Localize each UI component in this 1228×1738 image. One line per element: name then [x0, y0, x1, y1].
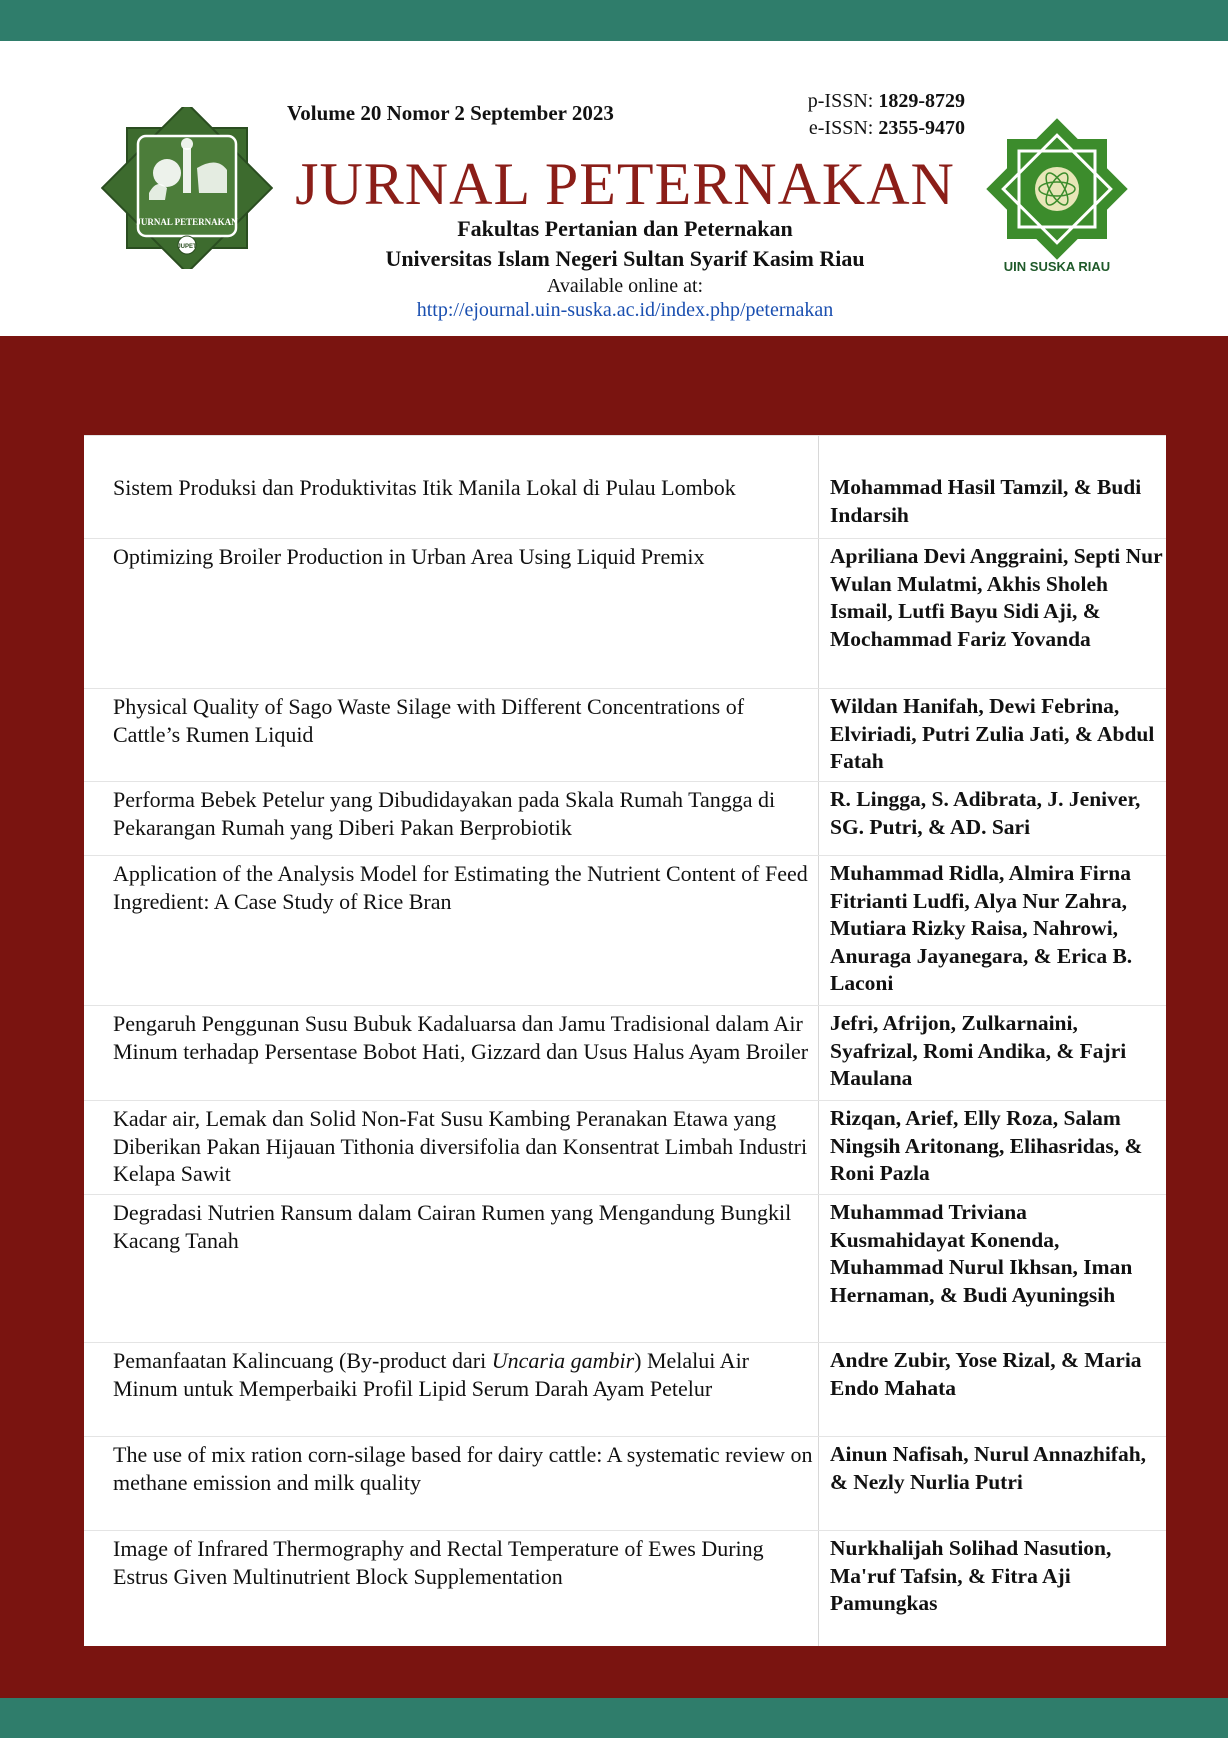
- toc-row: [84, 1005, 1166, 1099]
- available-online-label: Available online at:: [546, 275, 704, 297]
- article-title: Performa Bebek Petelur yang Dibudidayakan pada Skala Rumah Tangga di Pekarangan Rumah yang Diberi Pakan Berprobiotik: [113, 787, 776, 840]
- bottom-color-band: [0, 1698, 1228, 1738]
- article-authors: R. Lingga, S. Adibrata, J. Jeniver, SG. Putri, & AD. Sari: [830, 787, 1141, 839]
- jurnal-peternakan-logo: [101, 107, 273, 269]
- article-title: Pengaruh Penggunan Susu Bubuk Kadaluarsa dan Jamu Tradisional dalam Air Minum terhadap Persentase Bobot Hati, Gizzard dan Usus Halus Ayam Broiler: [113, 1011, 809, 1064]
- p-issn: 1829-8729: [878, 90, 965, 112]
- toc-row: [84, 538, 1166, 689]
- article-title: Physical Quality of Sago Waste Silage with Different Concentrations of Cattle’s Rumen Liquid: [113, 694, 745, 747]
- article-authors: Wildan Hanifah, Dewi Febrina, Elviriadi, Putri Zulia Jati, & Abdul Fatah: [830, 694, 1155, 773]
- uin-suska-riau-logo: [982, 107, 1132, 277]
- issn-block: [783, 88, 965, 142]
- article-title: Application of the Analysis Model for Estimating the Nutrient Content of Feed Ingredient: A Case Study of Rice Bran: [113, 861, 808, 914]
- article-title: [113, 1347, 813, 1402]
- article-title-part: Pemanfaatan Kalincuang (By-product dari: [113, 1348, 492, 1373]
- article-authors: Mohammad Hasil Tamzil, & Budi Indarsih: [830, 475, 1142, 527]
- top-color-band: [0, 0, 1228, 41]
- article-authors: Rizqan, Arief, Elly Roza, Salam Ningsih Aritonang, Elihasridas, & Roni Pazla: [830, 1106, 1143, 1185]
- article-title: Sistem Produksi dan Produktivitas Itik Manila Lokal di Pulau Lombok: [113, 475, 736, 500]
- toc-row: [84, 1530, 1166, 1647]
- right-logo-caption: UIN SUSKA RIAU: [1003, 259, 1111, 274]
- article-authors: Nurkhalijah Solihad Nasution, Ma'ruf Tafsin, & Fitra Aji Pamungkas: [830, 1536, 1112, 1615]
- faculty-name: Fakultas Pertanian dan Peternakan: [457, 216, 793, 241]
- volume-issue: Volume 20 Nomor 2 September 2023: [287, 101, 614, 125]
- article-authors: Jefri, Afrijon, Zulkarnaini, Syafrizal, Romi Andika, & Fajri Maulana: [830, 1011, 1127, 1090]
- article-title: Optimizing Broiler Production in Urban Area Using Liquid Premix: [113, 544, 705, 569]
- university-name: Universitas Islam Negeri Sultan Syarif Kasim Riau: [385, 246, 865, 271]
- e-issn-label: e-ISSN:: [808, 117, 874, 139]
- article-title: The use of mix ration corn-silage based for dairy cattle: A systematic review on methane emission and milk quality: [113, 1442, 813, 1495]
- article-authors: Apriliana Devi Anggraini, Septi Nur Wulan Mulatmi, Akhis Sholeh Ismail, Lutfi Bayu Sidi Aji, & Mochammad Fariz Yovanda: [830, 544, 1163, 651]
- p-issn-label: p-ISSN:: [807, 90, 874, 112]
- article-authors: Muhammad Triviana Kusmahidayat Konenda, Muhammad Nurul Ikhsan, Iman Hernaman, & Budi Ayuningsih: [830, 1200, 1133, 1307]
- toc-row: [84, 781, 1166, 844]
- journal-url-link[interactable]: http://ejournal.uin-suska.ac.id/index.php/peternakan: [416, 299, 834, 321]
- article-authors: Muhammad Ridla, Almira Firna Fitrianti Ludfi, Alya Nur Zahra, Mutiara Rizky Raisa, Nahrowi, Anuraga Jayanegara, & Erica B. Laconi: [830, 861, 1133, 995]
- table-of-contents: [84, 435, 1166, 1646]
- left-logo-badge: JUPET: [177, 244, 197, 250]
- journal-title: JURNAL PETERNAKAN: [295, 151, 955, 217]
- article-title: Degradasi Nutrien Ransum dalam Cairan Rumen yang Mengandung Bungkil Kacang Tanah: [113, 1200, 792, 1253]
- toc-row: [84, 1194, 1166, 1343]
- article-authors: Ainun Nafisah, Nurul Annazhifah, & Nezly Nurlia Putri: [830, 1442, 1147, 1494]
- article-title: Image of Infrared Thermography and Rectal Temperature of Ewes During Estrus Given Multinutrient Block Supplementation: [113, 1536, 764, 1589]
- toc-row: [84, 435, 1166, 527]
- article-title-part: ) Melalui Air Minum untuk Memperbaiki Profil Lipid Serum Darah Ayam Petelur: [113, 1348, 750, 1401]
- article-title-species: Uncaria gambir: [491, 1348, 635, 1373]
- e-issn: 2355-9470: [878, 117, 965, 139]
- toc-row: [84, 1436, 1166, 1531]
- toc-row: [84, 1100, 1166, 1195]
- toc-row: [84, 1342, 1166, 1437]
- toc-row: [84, 688, 1166, 779]
- article-authors: Andre Zubir, Yose Rizal, & Maria Endo Mahata: [830, 1348, 1142, 1400]
- article-title: Kadar air, Lemak dan Solid Non-Fat Susu Kambing Peranakan Etawa yang Diberikan Pakan Hijauan Tithonia diversifolia dan Konsentrat Limbah Industri Kelapa Sawit: [113, 1106, 808, 1186]
- toc-row: [84, 855, 1166, 1006]
- left-logo-text: JURNAL PETERNAKAN: [136, 217, 238, 227]
